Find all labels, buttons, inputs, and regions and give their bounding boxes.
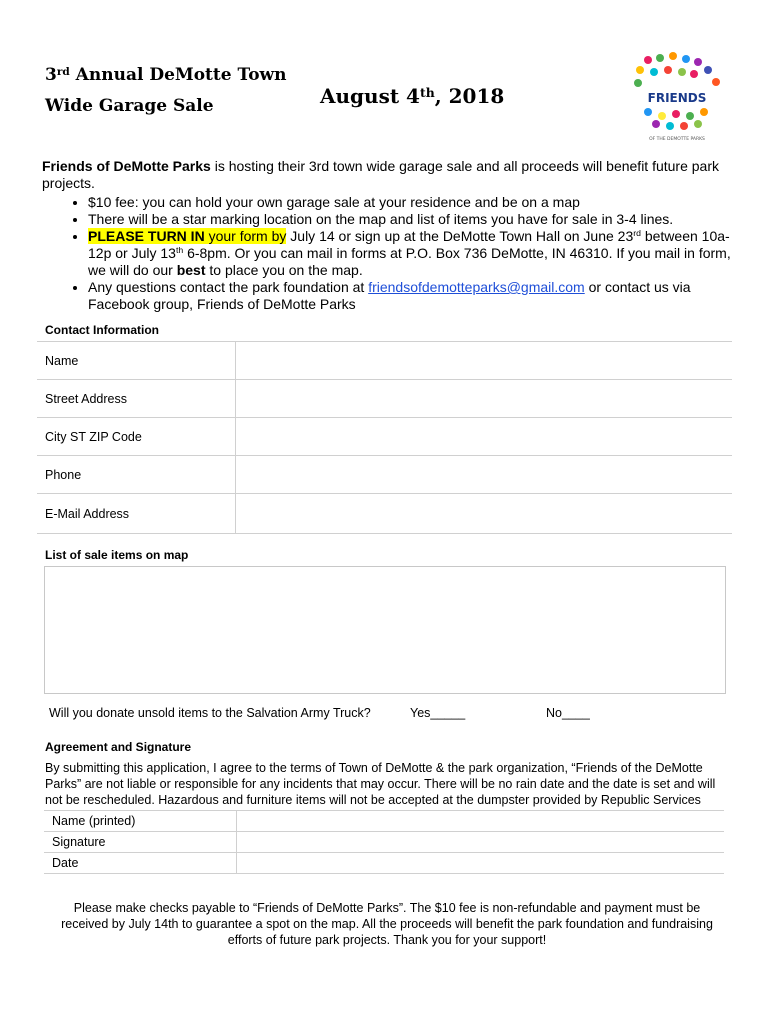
city-st-zip-field[interactable] (236, 418, 733, 456)
title-line-1: 3rd Annual DeMotte Town (45, 65, 287, 85)
email-link[interactable]: friendsofdemotteparks@gmail.com (368, 279, 585, 295)
field-label: City ST ZIP Code (37, 418, 236, 456)
field-label: Name (37, 342, 236, 380)
title-line-2: Wide Garage Sale (45, 96, 214, 116)
info-bullet-list (42, 194, 732, 313)
friends-logo (628, 50, 726, 146)
field-label: Street Address (37, 380, 236, 418)
intro-paragraph: Friends of DeMotte Parks is hosting their 3rd town wide garage sale and all proceeds will benefit future park projects. (42, 158, 720, 191)
sale-items-textarea[interactable] (44, 566, 726, 694)
items-heading: List of sale items on map (45, 548, 189, 562)
list-item: • $10 fee: you can hold your own garage sale at your residence and be on a map (88, 194, 732, 211)
intro-section (42, 158, 732, 313)
contact-table (37, 341, 732, 534)
field-label: E-Mail Address (37, 494, 236, 534)
signature-table (44, 810, 724, 874)
signature-field[interactable] (237, 832, 725, 853)
field-label: Signature (44, 832, 237, 853)
email-field[interactable] (236, 494, 733, 534)
date-field[interactable] (237, 853, 725, 874)
donate-yes-option[interactable]: Yes_____ (410, 706, 466, 720)
agreement-heading: Agreement and Signature (45, 740, 192, 754)
street-address-field[interactable] (236, 380, 733, 418)
svg-text:OF THE DEMOTTE PARKS: OF THE DEMOTTE PARKS (649, 137, 705, 142)
list-item: • PLEASE TURN IN your form by July 14 or sign up at the DeMotte Town Hall on June 23rd between 10a-12p or July 13th 6-8pm. Or you can mail in forms at P.O. Box 736 DeMotte, IN 46310. If you mail in form, we will do our best to place you on the map. (88, 228, 732, 279)
agreement-text: By submitting this application, I agree to the terms of Town of DeMotte & the park organization, “Friends of the DeMotte Parks” are not liable or responsible for any incidents that may occur. There will be no rain date and the date is set and will not be rescheduled. Hazardous and furniture items will not be accepted at the dumpster provided by Republic Services (45, 761, 716, 807)
list-item: • Any questions contact the park foundation at friendsofdemotteparks@gmail.com or contact us via Facebook group, Friends of DeMotte Parks (88, 279, 732, 313)
list-item: • There will be a star marking location on the map and list of items you have for sale in 3-4 lines. (88, 211, 732, 228)
field-label: Phone (37, 456, 236, 494)
field-label: Name (printed) (44, 811, 237, 832)
donate-no-option[interactable]: No____ (546, 706, 590, 720)
phone-field[interactable] (236, 456, 733, 494)
name-printed-field[interactable] (237, 811, 725, 832)
field-label: Date (44, 853, 237, 874)
svg-text:FRIENDS: FRIENDS (647, 91, 707, 105)
name-field[interactable] (236, 342, 733, 380)
footer-note: Please make checks payable to “Friends of DeMotte Parks”. The $10 fee is non-refundable and payment must be received by July 14th to guarantee a spot on the map. All the proceeds will benefit the park foundation and fundraising efforts of future park projects. Thank you for your support! (61, 901, 713, 947)
donate-question: Will you donate unsold items to the Salvation Army Truck? (49, 706, 371, 720)
contact-heading: Contact Information (45, 323, 159, 337)
event-date: August 4th, 2018 (320, 84, 505, 108)
